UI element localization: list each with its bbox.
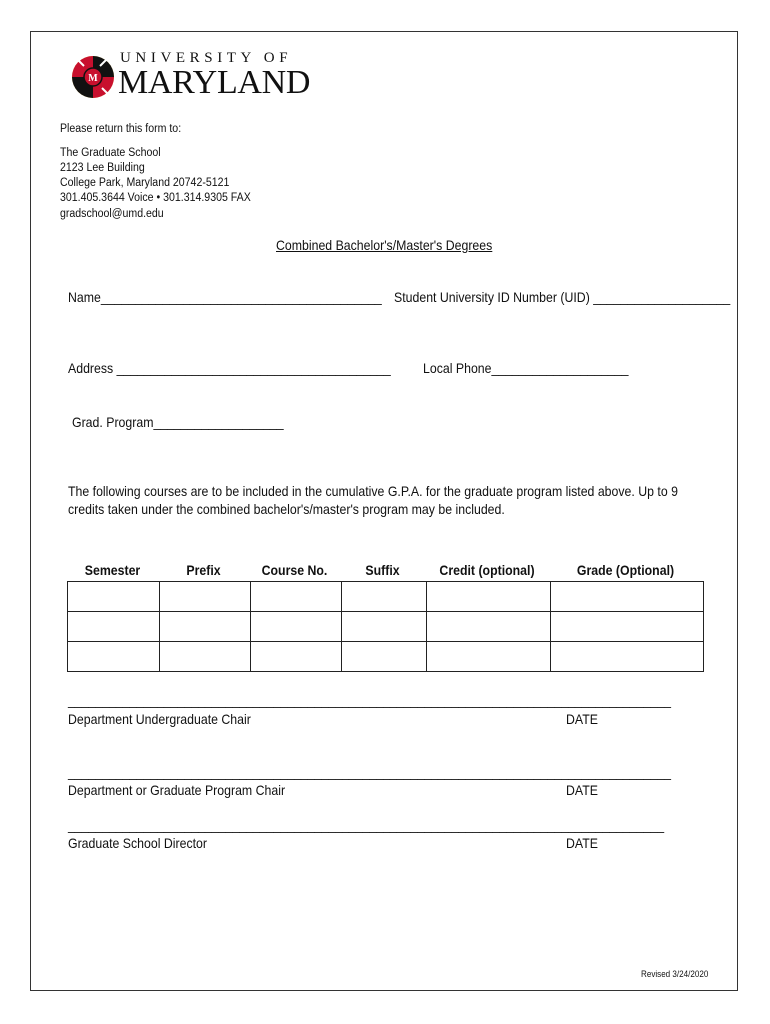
- signature-line-director[interactable]: _______________________________________________________________________________________: [68, 817, 665, 833]
- table-cell[interactable]: [68, 642, 160, 672]
- instructions-line-2: credits taken under the combined bachelor's/master's program may be included.: [68, 501, 505, 517]
- table-cell[interactable]: [551, 642, 704, 672]
- address-line-2: 2123 Lee Building: [60, 162, 145, 174]
- address-line-4: 301.405.3644 Voice • 301.314.9305 FAX: [60, 192, 251, 204]
- date-label-1: DATE: [566, 711, 598, 727]
- table-cell[interactable]: [427, 582, 551, 612]
- col-header-grade: Grade (Optional): [576, 562, 675, 578]
- col-header-course-no: Course No.: [261, 562, 328, 578]
- address-line-1: The Graduate School: [60, 147, 161, 159]
- table-cell[interactable]: [251, 582, 342, 612]
- form-title: Combined Bachelor's/Master's Degrees: [276, 237, 493, 253]
- date-label-3: DATE: [566, 835, 598, 851]
- signature-label-program-chair: Department or Graduate Program Chair: [68, 782, 286, 798]
- email-line: gradschool@umd.edu: [60, 208, 164, 220]
- course-table: [67, 581, 704, 672]
- revised-date: Revised 3/24/2020: [641, 969, 709, 980]
- table-cell[interactable]: [342, 612, 427, 642]
- maryland-flag-seal-icon: [70, 52, 116, 102]
- col-header-prefix: Prefix: [186, 562, 221, 578]
- table-row: [68, 582, 704, 612]
- svg-text:M: M: [88, 73, 98, 84]
- signature-line-undergrad-chair[interactable]: ________________________________________________________________________________________: [68, 692, 671, 708]
- table-cell[interactable]: [160, 612, 251, 642]
- uid-field[interactable]: Student University ID Number (UID) ____________________: [394, 289, 731, 305]
- table-cell[interactable]: [251, 612, 342, 642]
- table-cell[interactable]: [342, 582, 427, 612]
- col-header-suffix: Suffix: [365, 562, 400, 578]
- logo-maryland: MARYLAND: [118, 64, 311, 101]
- signature-label-undergrad-chair: Department Undergraduate Chair: [68, 711, 251, 727]
- table-row: [68, 642, 704, 672]
- table-cell[interactable]: [551, 582, 704, 612]
- return-label: Please return this form to:: [60, 123, 182, 135]
- instructions-line-1: The following courses are to be included in the cumulative G.P.A. for the graduate program listed above. Up to 9: [68, 483, 678, 499]
- table-cell[interactable]: [160, 582, 251, 612]
- table-cell[interactable]: [251, 642, 342, 672]
- col-header-credit: Credit (optional): [439, 562, 535, 578]
- address-field[interactable]: Address ________________________________________: [68, 360, 391, 376]
- address-line-3: College Park, Maryland 20742-5121: [60, 177, 230, 189]
- date-label-2: DATE: [566, 782, 598, 798]
- table-cell[interactable]: [160, 642, 251, 672]
- signature-label-director: Graduate School Director: [68, 835, 208, 851]
- table-cell[interactable]: [427, 642, 551, 672]
- signature-line-program-chair[interactable]: ________________________________________________________________________________________: [68, 764, 671, 780]
- logo-university-of: UNIVERSITY OF: [120, 50, 293, 66]
- name-field[interactable]: Name_________________________________________: [68, 289, 382, 305]
- grad-program-field[interactable]: Grad. Program___________________: [72, 414, 284, 430]
- university-logo: [70, 50, 330, 102]
- table-cell[interactable]: [551, 612, 704, 642]
- col-header-semester: Semester: [84, 562, 141, 578]
- table-cell[interactable]: [68, 582, 160, 612]
- table-cell[interactable]: [427, 612, 551, 642]
- table-row: [68, 612, 704, 642]
- table-cell[interactable]: [342, 642, 427, 672]
- local-phone-field[interactable]: Local Phone____________________: [423, 360, 629, 376]
- table-cell[interactable]: [68, 612, 160, 642]
